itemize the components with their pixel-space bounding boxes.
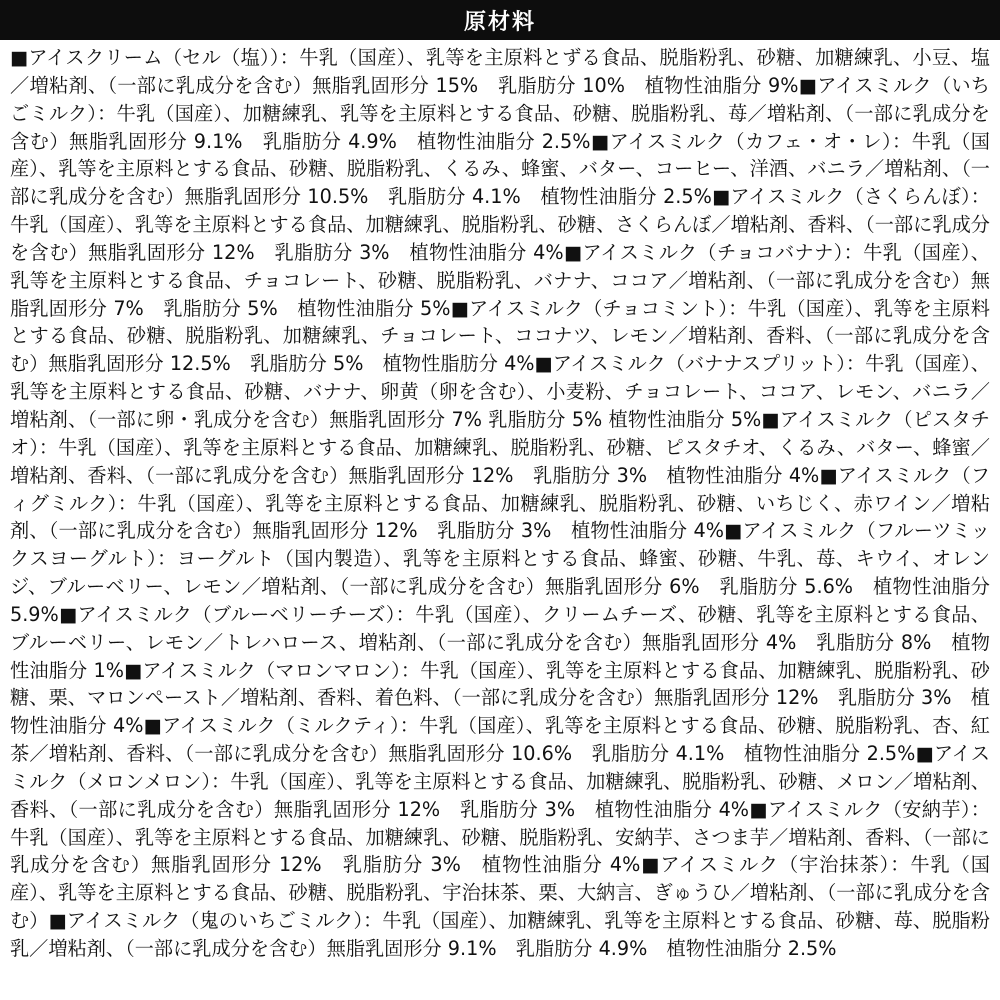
page-title: 原材料 [463,9,536,35]
header-bar [0,0,1000,40]
ingredients-text: ■アイスクリーム（セル（塩））：牛乳（国産）、乳等を主原料とずる食品、脱脂粉乳、砂糖、加糖練乳、小豆、塩／増粘剤、（一部に乳成分を含む）無脂乳固形分 15% 乳脂肪分 10% 植物性油脂分 9%■アイスミルク（いちごミルク）：牛乳（国産）、加糖練乳、乳等を主原料とする食品、砂糖、脱脂粉乳、苺／増粘剤、（一部に乳成分を含む）無脂乳固形分 9.1% 乳脂肪分 4.9% 植物性油脂分 2.5%■アイスミルク（カフェ・オ・レ）：牛乳（国産）、乳等を主原料とする食品、砂糖、脱脂粉乳、くるみ、蜂蜜、バター、コーヒー、洋酒、バニラ／増粘剤、（一部に乳成分を含む）無脂乳固形分 10.5% 乳脂肪分 4.1% 植物性油脂分 2.5%■アイスミルク（さくらんぼ）：牛乳（国産）、乳等を主原料とする食品、加糖練乳、脱脂粉乳、砂糖、さくらんぼ／増粘剤、香料、（一部に乳成分を含む）無脂乳固形分 12% 乳脂肪分 3% 植物性油脂分 4%■アイスミルク（チョコバナナ）：牛乳（国産）、乳等を主原料とする食品、チョコレート、砂糖、脱脂粉乳、バナナ、ココア／増粘剤、（一部に乳成分を含む）無脂乳固形分 7% 乳脂肪分 5% 植物性油脂分 5%■アイスミルク（チョコミント）：牛乳（国産）、乳等を主原料とする食品、砂糖、脱脂粉乳、加糖練乳、チョコレート、ココナツ、レモン／増粘剤、香料、（一部に乳成分を含む）無脂乳固形分 12.5% 乳脂肪分 5% 植物性脂肪分 4%■アイスミルク（バナナスプリット）：牛乳（国産）、乳等を主原料とする食品、砂糖、バナナ、卵黄（卵を含む）、小麦粉、チョコレート、ココア、レモン、バニラ／増粘剤、（一部に卵・乳成分を含む）無脂乳固形分 7% 乳脂肪分 5% 植物性油脂分 5%■アイスミルク（ピスタチオ）：牛乳（国産）、乳等を主原料とする食品、加糖練乳、脱脂粉乳、砂糖、ピスタチオ、くるみ、バター、蜂蜜／増粘剤、香料、（一部に乳成分を含む）無脂乳固形分 12% 乳脂肪分 3% 植物性油脂分 4%■アイスミルク（フィグミルク）：牛乳（国産）、乳等を主原料とする食品、加糖練乳、脱脂粉乳、砂糖、いちじく、赤ワイン／増粘剤、（一部に乳成分を含む）無脂乳固形分 12% 乳脂肪分 3% 植物性油脂分 4%■アイスミルク（フルーツミックスヨーグルト）：ヨーグルト（国内製造）、乳等を主原料とする食品、蜂蜜、砂糖、牛乳、苺、キウイ、オレンジ、ブルーベリー、レモン／増粘剤、（一部に乳成分を含む）無脂乳固形分 6% 乳脂肪分 5.6% 植物性油脂分 5.9%■アイスミルク（ブルーベリーチーズ）：牛乳（国産）、クリームチーズ、砂糖、乳等を主原料とする食品、ブルーベリー、レモン／トレハロース、増粘剤、（一部に乳成分を含む）無脂乳固形分 4% 乳脂肪分 8% 植物性油脂分 1%■アイスミルク（マロンマロン）：牛乳（国産）、乳等を主原料とする食品、加糖練乳、脱脂粉乳、砂糖、栗、マロンペースト／増粘剤、香料、着色料、（一部に乳成分を含む）無脂乳固形分 12% 乳脂肪分 3% 植物性油脂分 4%■アイスミルク（ミルクティ）：牛乳（国産）、乳等を主原料とする食品、砂糖、脱脂粉乳、杏、紅茶／増粘剤、香料、（一部に乳成分を含む）無脂乳固形分 10.6% 乳脂肪分 4.1% 植物性油脂分 2.5%■アイスミルク（メロンメロン）：牛乳（国産）、乳等を主原料とする食品、加糖練乳、脱脂粉乳、砂糖、メロン／増粘剤、香料、（一部に乳成分を含む）無脂乳固形分 12% 乳脂肪分 3% 植物性油脂分 4%■アイスミルク（安納芋）：牛乳（国産）、乳等を主原料とする食品、加糖練乳、砂糖、脱脂粉乳、安納芋、さつま芋／増粘剤、香料、（一部に乳成分を含む）無脂乳固形分 12% 乳脂肪分 3% 植物性油脂分 4%■アイスミルク（宇治抹茶）：牛乳（国産）、乳等を主原料とする食品、砂糖、脱脂粉乳、宇治抹茶、栗、大納言、ぎゅうひ／増粘剤、（一部に乳成分を含む）■アイスミルク（鬼のいちごミルク）：牛乳（国産）、加糖練乳、乳等を主原料とする食品、砂糖、苺、脱脂粉乳／増粘剤、（一部に乳成分を含む）無脂乳固形分 9.1% 乳脂肪分 4.9% 植物性油脂分 2.5% [10,46,990,960]
